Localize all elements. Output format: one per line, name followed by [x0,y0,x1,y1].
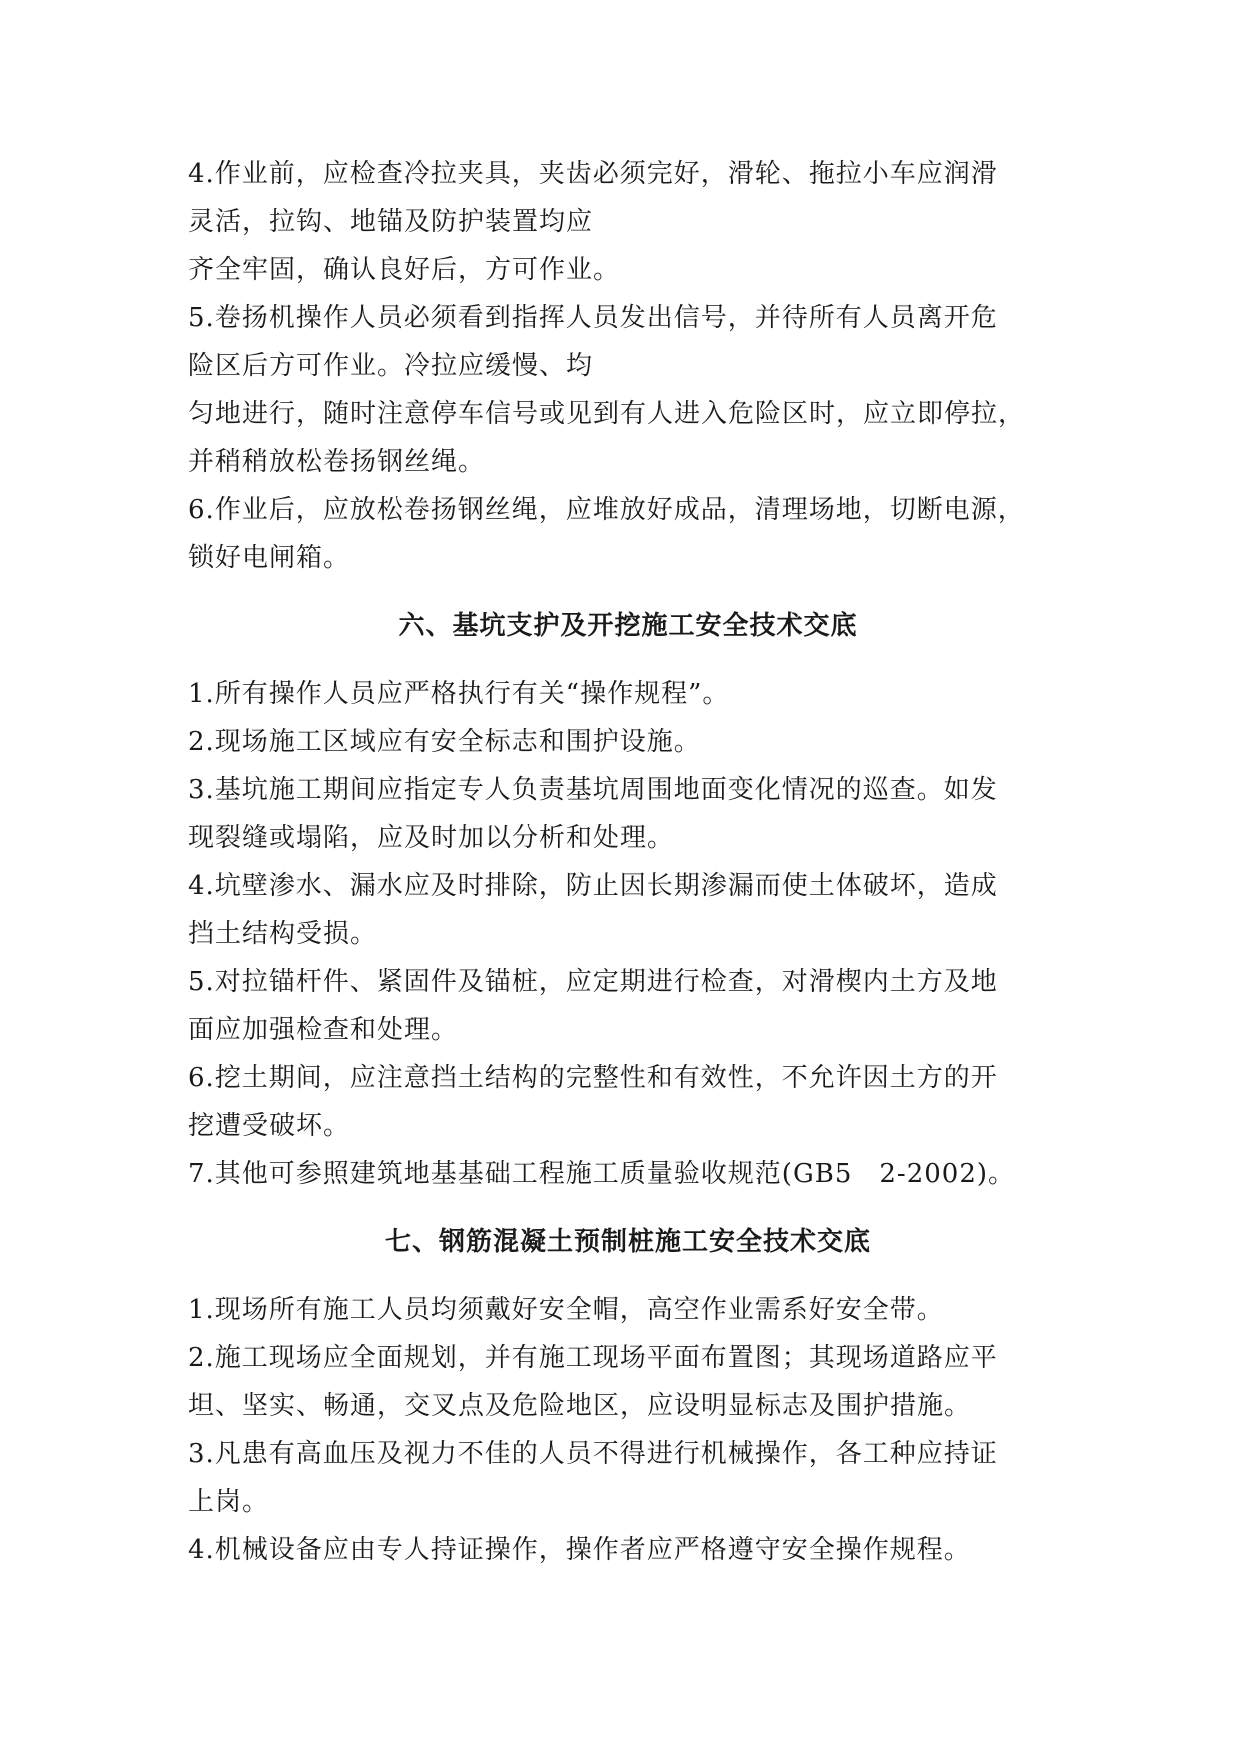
text-line: 4.机械设备应由专人持证操作，操作者应严格遵守安全操作规程。 [188,1535,971,1565]
text-line: 7.其他可参照建筑地基基础工程施工质量验收规范(GB5 2-2002)。 [188,1159,1016,1189]
paragraph-item-5 [188,958,1068,1054]
section-heading-seven: 七、钢筋混凝土预制桩施工安全技术交底 [384,1227,871,1257]
text-line: 5.卷扬机操作人员必须看到指挥人员发出信号，并待所有人员离开危 [188,303,998,333]
text-line: 并稍稍放松卷扬钢丝绳。 [188,447,486,477]
paragraph-item-7 [188,1150,1068,1198]
paragraph-item-3 [188,766,1068,862]
paragraph-item-4-prep [188,150,1068,294]
paragraph-item-5-winch [188,294,1068,486]
text-line: 坦、坚实、畅通，交叉点及危险地区，应设明显标志及围护措施。 [188,1391,972,1421]
text-line: 3.基坑施工期间应指定专人负责基坑周围地面变化情况的巡查。如发 [188,775,998,805]
text-line: 1.所有操作人员应严格执行有关“操作规程”。 [188,679,730,709]
paragraph-item-1 [188,1286,1068,1334]
text-line: 1.现场所有施工人员均须戴好安全帽，高空作业需系好安全带。 [188,1295,944,1325]
text-line: 锁好电闸箱。 [188,543,351,573]
paragraph-item-6-after-work [188,486,1068,582]
paragraph-item-4 [188,862,1068,958]
text-line: 4.作业前，应检查冷拉夹具，夹齿必须完好，滑轮、拖拉小车应润滑 [188,159,998,189]
text-line: 险区后方可作业。冷拉应缓慢、均 [188,351,594,381]
text-line: 2.现场施工区域应有安全标志和围护设施。 [188,727,701,757]
text-line: 3.凡患有高血压及视力不佳的人员不得进行机械操作，各工种应持证 [188,1439,998,1469]
paragraph-item-1 [188,670,1068,718]
text-line: 挡土结构受损。 [188,919,378,949]
text-line: 灵活，拉钩、地锚及防护装置均应 [188,207,594,237]
paragraph-item-6 [188,1054,1068,1150]
paragraph-item-2 [188,718,1068,766]
paragraph-item-4 [188,1526,1068,1574]
text-line: 6.挖土期间，应注意挡土结构的完整性和有效性，不允许因土方的开 [188,1063,998,1093]
text-line: 齐全牢固，确认良好后，方可作业。 [188,255,621,285]
section-heading-six: 六、基坑支护及开挖施工安全技术交底 [398,611,858,641]
text-line: 现裂缝或塌陷，应及时加以分析和处理。 [188,823,675,853]
text-line: 2.施工现场应全面规划，并有施工现场平面布置图；其现场道路应平 [188,1343,998,1373]
text-line: 6.作业后，应放松卷扬钢丝绳，应堆放好成品，清理场地，切断电源， [188,495,1025,525]
paragraph-item-3 [188,1430,1068,1526]
text-line: 5.对拉锚杆件、紧固件及锚桩，应定期进行检查，对滑楔内土方及地 [188,967,998,997]
text-line: 上岗。 [188,1487,270,1517]
text-line: 4.坑壁渗水、漏水应及时排除，防止因长期渗漏而使土体破坏，造成 [188,871,998,901]
paragraph-item-2 [188,1334,1068,1430]
text-line: 挖遭受破坏。 [188,1111,351,1141]
document-page [188,150,1068,1574]
text-line: 面应加强检查和处理。 [188,1015,459,1045]
text-line: 匀地进行，随时注意停车信号或见到有人进入危险区时，应立即停拉， [188,399,1026,429]
